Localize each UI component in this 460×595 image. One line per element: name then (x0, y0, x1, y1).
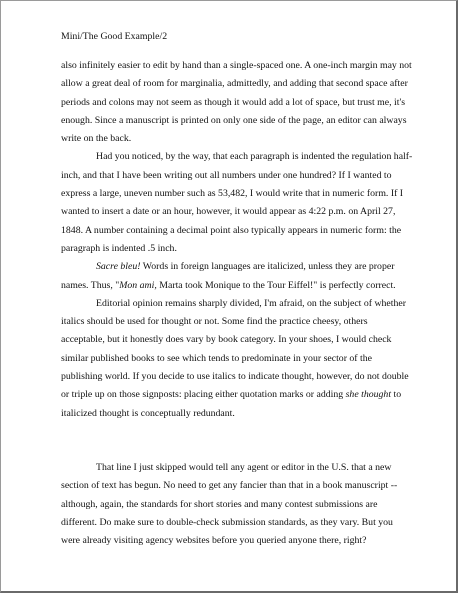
paragraph-4 (61, 295, 413, 423)
paragraph-1: also infinitely easier to edit by hand than a single-spaced one. A one-inch margin may not allow a great deal of room for marginalia, admittedly, and adding that second space after periods and colons may not seem as though it would add a lot of space, but trust me, it's enough. Since a manuscript is printed on only one side of the page, an editor can always write on the back. (61, 60, 412, 145)
running-header: Mini/The Good Example/2 (61, 31, 168, 42)
italic-phrase-mon-ami: Mon ami, (119, 279, 157, 291)
paragraph-3 (61, 258, 413, 295)
paragraph-3-text-1: Words in foreign languages are italicized, unless they are proper names. Thus, " (61, 261, 395, 291)
page-content (61, 30, 413, 550)
paragraph-3-text-2: Marta took Monique to the Tour Eiffel!" is perfectly correct. (156, 279, 396, 291)
italic-phrase-she-thought: she thought (345, 389, 392, 401)
paragraph-4-text-1: Editorial opinion remains sharply divided, I'm afraid, on the subject of whether italics should be used for thought or not. Some find the practice cheesy, others acceptable, but it honestly does vary by book category. In your shoes, I would check similar published books to see which tends to predominate in your sector of the publishing world. If you decide to use italics to indicate thought, however, do not double or triple up on those signposts: placing either quotation marks or adding (61, 297, 409, 401)
paragraph-2: Had you noticed, by the way, that each paragraph is indented the regulation half-inch, and that I have been writing out all numbers under one hundred? If I wanted to express a large, uneven number such as 53,482, I would write that in numeric form. If I wanted to insert a date or an hour, however, it would appear as 4:22 p.m. on April 27, 1848. A number containing a decimal point also typically appears in numeric form: the paragraph is indented .5 inch. (61, 151, 413, 254)
italic-phrase-sacre-bleu: Sacre bleu! (96, 261, 141, 273)
paragraph-5: That line I just skipped would tell any agent or editor in the U.S. that a new section of text has begun. No need to get any fancier than that in a book manuscript -- although, again, the standards for short stories and many contest submissions are different. Do make sure to double-check submission standards, as they vary. But you were already visiting agency websites before you queried anyone there, right? (61, 461, 398, 547)
paragraph-4-text-2: to italicized thought is conceptually redundant. (61, 389, 402, 419)
